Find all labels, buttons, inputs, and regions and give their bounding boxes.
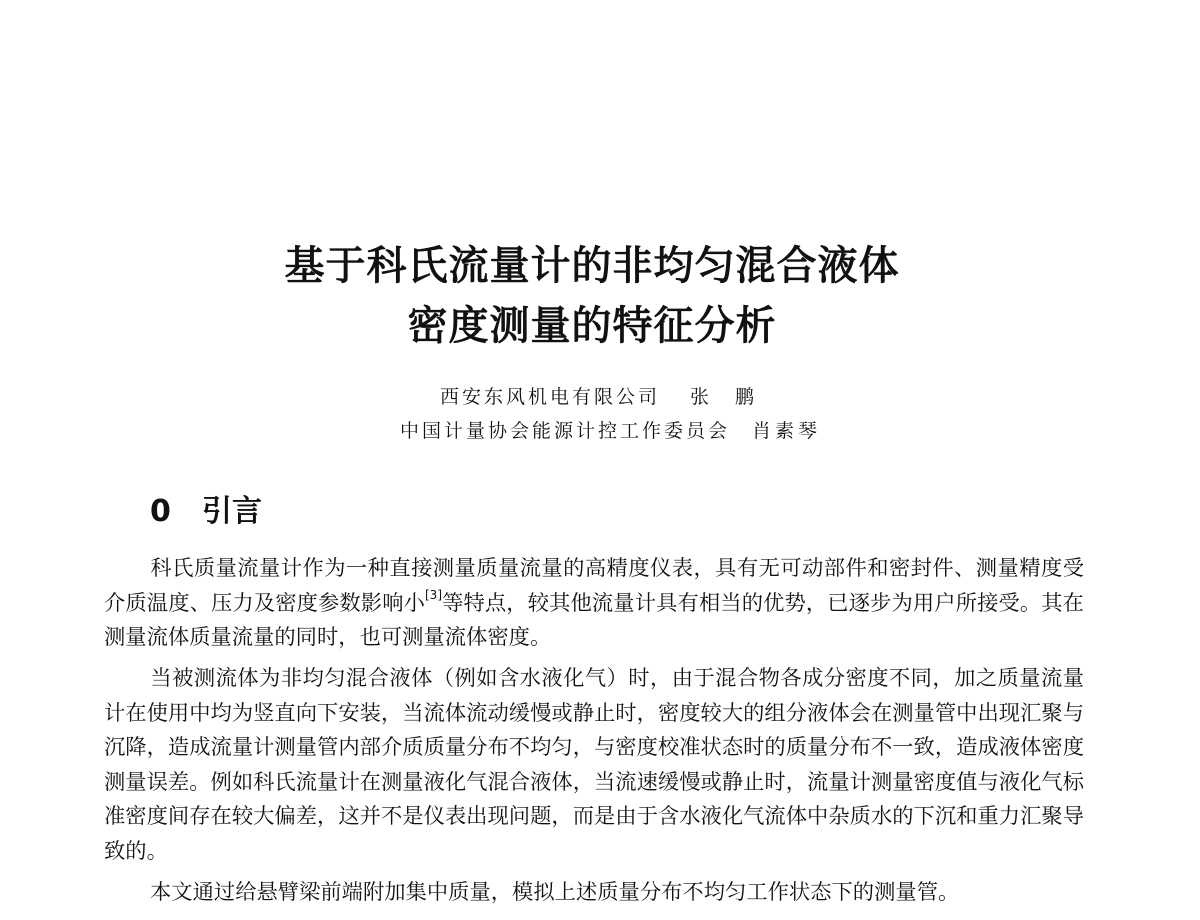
citation-reference: [3] bbox=[425, 588, 442, 603]
paper-title-line-2: 密度测量的特征分析 bbox=[407, 303, 777, 349]
body-paragraph bbox=[104, 876, 1084, 911]
section-number: 0 bbox=[150, 494, 171, 529]
author-name: 张 鹏 bbox=[690, 386, 765, 408]
paper-title-line-1: 基于科氏流量计的非均匀混合液体 bbox=[284, 243, 900, 289]
paragraph-text: 科氏质量流量计作为一种直接测量质量流量的高精度仪表，具有无可动部件和密封件、测量精度受介质温度、压力及密度参数影响小 bbox=[104, 556, 1084, 616]
section-heading bbox=[150, 492, 262, 532]
paragraph-text: 等特点，较其他流量计具有相当的优势，已逐步为用户所接受。其在测量流体质量流量的同时，也可测量流体密度。 bbox=[104, 590, 1084, 650]
author-affiliation: 中国计量协会能源计控工作委员会 bbox=[399, 420, 730, 442]
body-paragraph bbox=[104, 662, 1084, 869]
author-name: 肖素琴 bbox=[752, 420, 822, 442]
paragraph-text: 本文通过给悬臂梁前端附加集中质量，模拟上述质量分布不均匀工作状态下的测量管。 bbox=[150, 880, 960, 905]
paragraph-text: 当被测流体为非均匀混合液体（例如含水液化气）时，由于混合物各成分密度不同，加之质量流量计在使用中均为竖直向下安装，当流体流动缓慢或静止时，密度较大的组分液体会在测量管中出现汇聚与沉降，造成流量计测量管内部介质质量分布不均匀，与密度校准状态时的质量分布不一致，造成液体密度测量误差。例如科氏流量计在测量液化气混合液体，当流速缓慢或静止时，流量计测量密度值与液化气标准密度间存在较大偏差，这并不是仪表出现问题，而是由于含水液化气流体中杂质水的下沉和重力汇聚导致的。 bbox=[104, 666, 1084, 864]
body-paragraph bbox=[104, 552, 1084, 656]
section-title: 引言 bbox=[202, 494, 262, 529]
author-affiliation: 西安东风机电有限公司 bbox=[439, 386, 660, 408]
